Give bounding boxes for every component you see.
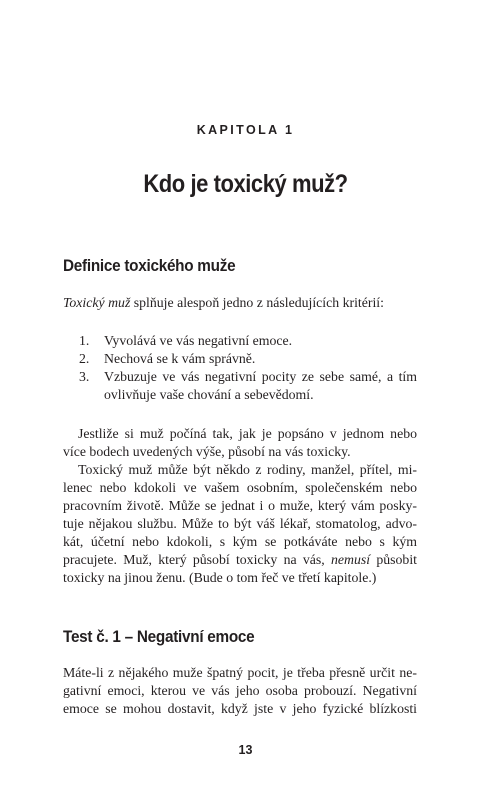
intro-italic-term: Toxický muž xyxy=(63,295,131,310)
line-part: působit xyxy=(370,552,417,567)
list-item-text: Nechová se k vám správně. xyxy=(104,351,256,366)
paragraph-line: emoce se mohou dostavit, když jste v jeho fyzické blízkosti xyxy=(63,701,417,716)
line-part: pracujete. Muž, který působí toxicky na vás, xyxy=(63,552,331,567)
chapter-title: Kdo je toxický muž? xyxy=(143,170,348,198)
list-item-text: Vyvolává ve vás negativní emoce. xyxy=(104,333,293,348)
paragraph-line: Máte-li z nějakého muže špatný pocit, je třeba přesně určit ne- xyxy=(63,665,417,680)
emphasis-word: nemusí xyxy=(331,552,371,567)
paragraph-line xyxy=(63,551,417,568)
paragraph-line: gativní emoci, kterou ve vás jeho osoba probouzí. Negativní xyxy=(63,683,417,698)
page-number: 13 xyxy=(238,743,253,757)
list-item-number: 1. xyxy=(79,333,90,348)
list-item-text: ovlivňuje vaše chování a sebevědomí. xyxy=(104,387,314,402)
paragraph-line: Toxický muž může být někdo z rodiny, manžel, přítel, mi- xyxy=(78,462,417,477)
list-item-number: 3. xyxy=(79,369,90,384)
intro-paragraph xyxy=(63,294,417,311)
paragraph-line: pracovním životě. Může se jednat i o muže, který vám posky- xyxy=(63,498,417,513)
intro-rest: splňuje alespoň jedno z následujících kritérií: xyxy=(130,295,384,310)
paragraph-line: více bodech uvedených výše, působí na vás toxicky. xyxy=(63,444,351,459)
section-heading-definition: Definice toxického muže xyxy=(63,256,236,275)
paragraph-line: toxicky na jinou ženu. (Bude o tom řeč ve třetí kapitole.) xyxy=(63,570,377,585)
paragraph-line: kát, účetní nebo kdokoli, s kým se potkáváte nebo s kým xyxy=(63,534,417,549)
paragraph-line: Jestliže si muž počíná tak, jak je popsáno v jednom nebo xyxy=(78,426,417,441)
paragraph-line: lenec nebo kdokoli ve vašem osobním, společenském nebo xyxy=(63,480,417,495)
paragraph-line: tuje nějakou službu. Může to být váš lékař, stomatolog, advo- xyxy=(63,516,417,531)
chapter-label: KAPITOLA 1 xyxy=(196,123,295,137)
list-item-text: Vzbuzuje ve vás negativní pocity ze sebe samé, a tím xyxy=(104,369,417,384)
section-heading-test: Test č. 1 – Negativní emoce xyxy=(63,627,255,646)
list-item-number: 2. xyxy=(79,351,90,366)
